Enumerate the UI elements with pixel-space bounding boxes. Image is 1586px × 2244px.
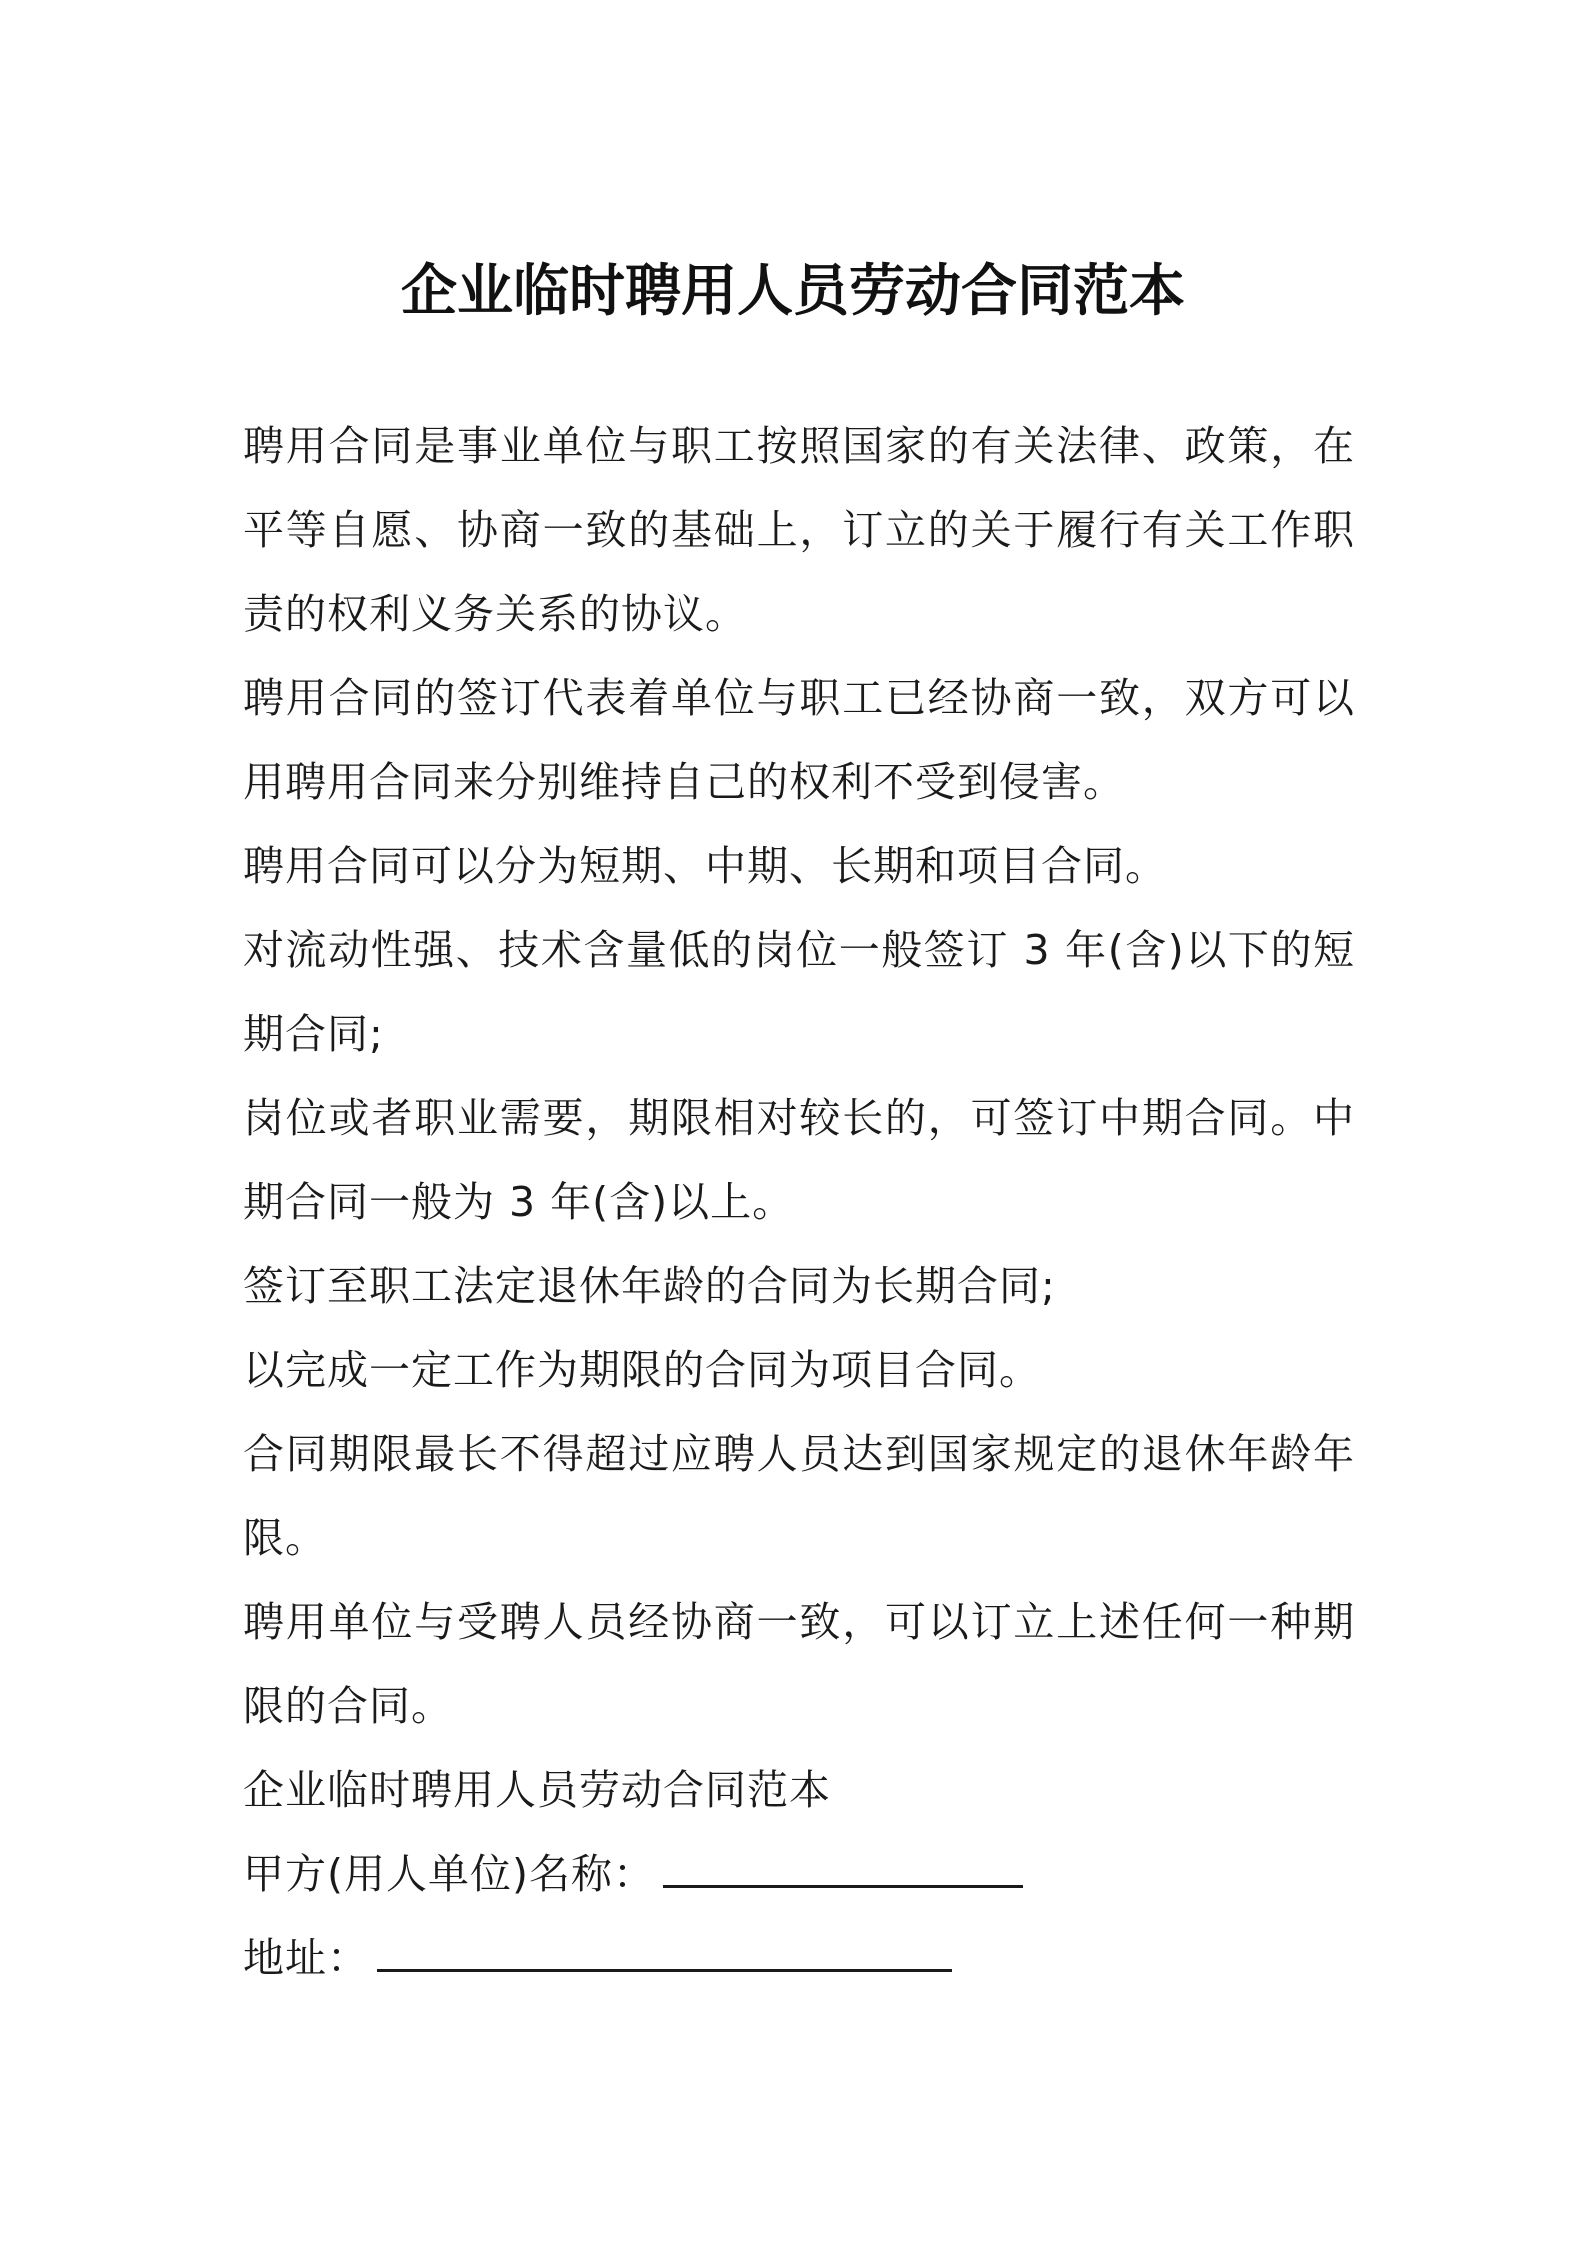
party-a-name-field xyxy=(243,1832,1355,1916)
address-label: 地址： xyxy=(243,1934,369,1982)
template-subtitle: 企业临时聘用人员劳动合同范本 xyxy=(243,1766,831,1814)
paragraph: 合同期限最长不得超过应聘人员达到国家规定的退休年龄年限。 xyxy=(243,1430,1355,1562)
party-a-name-blank xyxy=(663,1855,1023,1888)
document-title: 企业临时聘用人员劳动合同范本 xyxy=(401,259,1185,324)
paragraph: 聘用单位与受聘人员经协商一致，可以订立上述任何一种期限的合同。 xyxy=(243,1598,1355,1730)
address-blank xyxy=(377,1939,952,1972)
paragraph: 聘用合同的签订代表着单位与职工已经协商一致，双方可以用聘用合同来分别维持自己的权利不受到侵害。 xyxy=(243,674,1355,806)
paragraph: 对流动性强、技术含量低的岗位一般签订 3 年(含)以下的短期合同; xyxy=(243,926,1355,1058)
address-field xyxy=(243,1916,1355,2000)
paragraph: 签订至职工法定退休年龄的合同为长期合同; xyxy=(243,1262,1056,1310)
paragraph: 岗位或者职业需要，期限相对较长的，可签订中期合同。中期合同一般为 3 年(含)以上。 xyxy=(243,1094,1355,1226)
paragraph: 以完成一定工作为期限的合同为项目合同。 xyxy=(243,1346,1041,1394)
document-body xyxy=(243,404,1355,2000)
party-a-name-label: 甲方(用人单位)名称： xyxy=(243,1850,655,1898)
paragraph: 聘用合同是事业单位与职工按照国家的有关法律、政策，在平等自愿、协商一致的基础上，订立的关于履行有关工作职责的权利义务关系的协议。 xyxy=(243,422,1355,638)
paragraph: 聘用合同可以分为短期、中期、长期和项目合同。 xyxy=(243,842,1167,890)
